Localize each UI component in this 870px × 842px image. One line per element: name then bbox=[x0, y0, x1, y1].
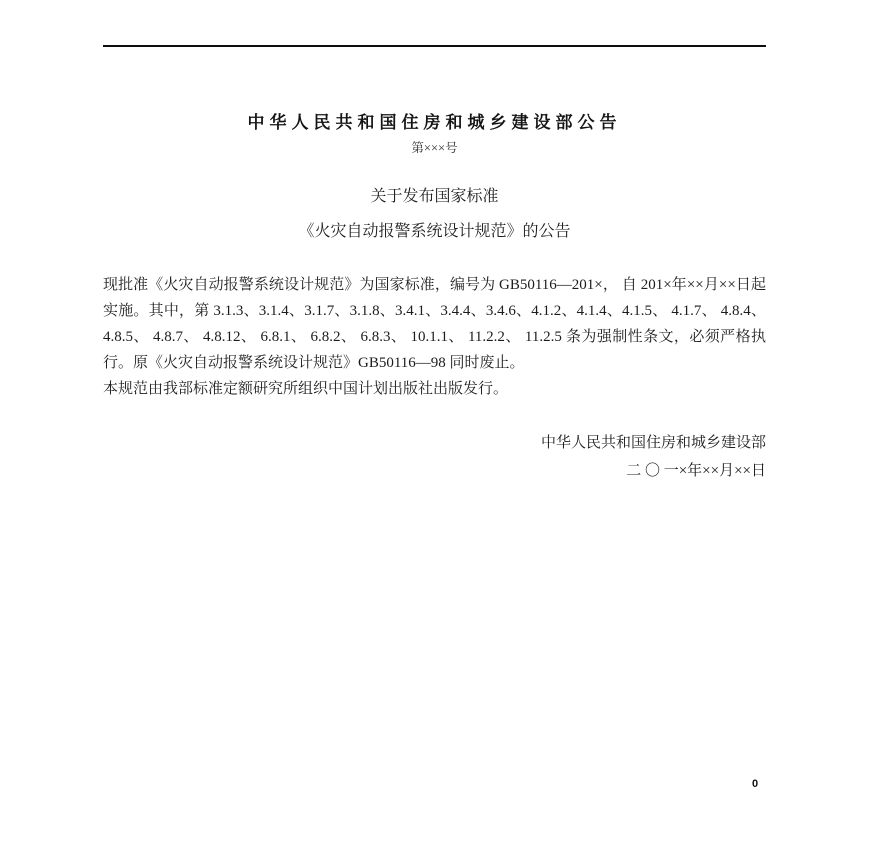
body-paragraph: 现批准《火灾自动报警系统设计规范》为国家标准，编号为 GB50116—201×， 自 201×年××月××日起实施。其中，第 3.1.3、3.1.4、3.1.7、3.1.8、3.4.1、3.4.4、3.4.6、4.1.2、4.1.4、4.1.5、 4.1.7、 4.8.4、 4.8.5、 4.8.7、 4.8.12、 6.8.1、 6.8.2、 6.8.3、 10.1.1、 11.2.2、 11.2.5 条为强制性条文，必须严格执行。原《火灾自动报警系统设计规范》GB50116—98 同时废止。 bbox=[103, 277, 766, 371]
page-number: 0 bbox=[752, 778, 759, 790]
subject-line-1: 关于发布国家标准 bbox=[370, 188, 499, 205]
subject-line-2: 《火灾自动报警系统设计规范》的公告 bbox=[298, 223, 571, 240]
signature-organization: 中华人民共和国住房和城乡建设部 bbox=[540, 435, 766, 451]
publication-note: 本规范由我部标准定额研究所组织中国计划出版社出版发行。 bbox=[103, 381, 509, 397]
signature-block bbox=[103, 429, 766, 485]
signature-date: 二 〇 一×年××月××日 bbox=[626, 463, 766, 479]
header-rule bbox=[103, 45, 766, 47]
document-page bbox=[103, 0, 766, 485]
issue-number: 第×××号 bbox=[411, 141, 458, 155]
document-title: 中华人民共和国住房和城乡建设部公告 bbox=[247, 113, 622, 132]
